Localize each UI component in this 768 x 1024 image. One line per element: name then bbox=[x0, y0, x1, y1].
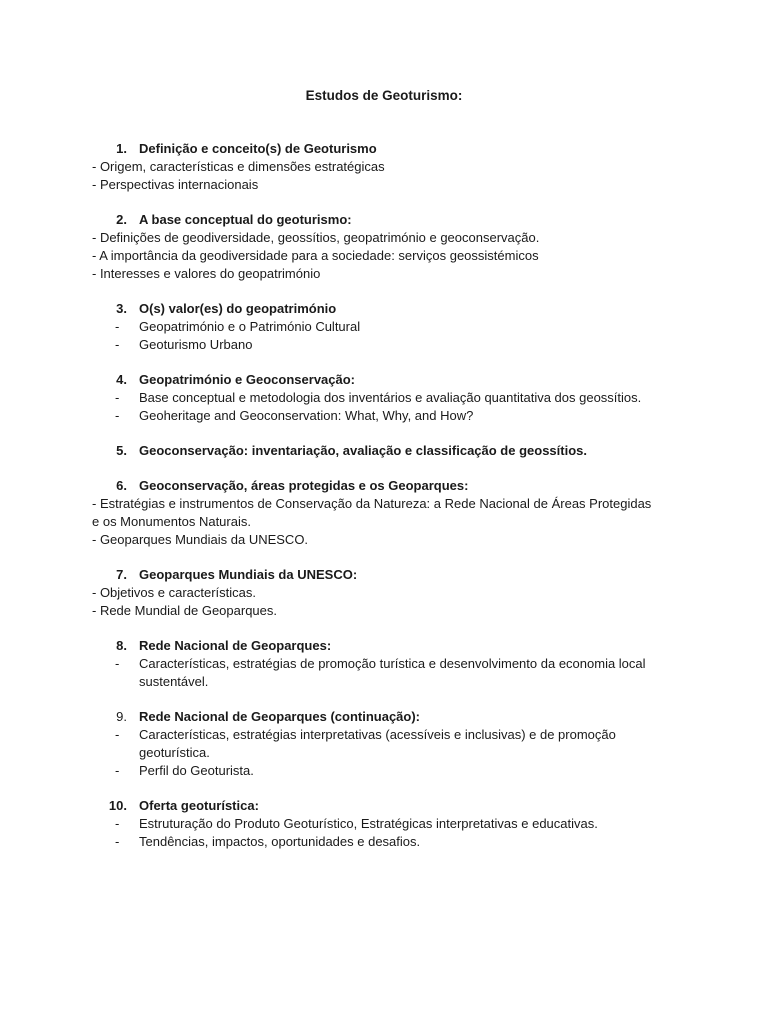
section-heading bbox=[92, 211, 692, 229]
section-line: - Objetivos e características. bbox=[92, 585, 256, 600]
section-line: - Estratégias e instrumentos de Conservação da Natureza: a Rede Nacional de Áreas Protegidas bbox=[92, 496, 652, 511]
section-7 bbox=[92, 566, 692, 620]
bullet-text: Geopatrimónio e o Património Cultural bbox=[139, 319, 361, 334]
bullet-item bbox=[92, 407, 692, 425]
section-4 bbox=[92, 371, 692, 425]
section-2 bbox=[92, 211, 692, 283]
bullet-item bbox=[92, 389, 692, 407]
section-heading-text: A base conceptual do geoturismo: bbox=[139, 212, 352, 227]
section-heading bbox=[92, 300, 692, 318]
section-heading bbox=[92, 708, 692, 726]
section-1 bbox=[92, 140, 692, 194]
section-number: 5. bbox=[116, 443, 127, 458]
bullet-text: Geoturismo Urbano bbox=[139, 337, 253, 352]
bullet-dash: - bbox=[115, 319, 120, 334]
section-heading-text: Geoconservação, áreas protegidas e os Geoparques: bbox=[139, 478, 469, 493]
section-line: - Definições de geodiversidade, geossítios, geopatrimónio e geoconservação. bbox=[92, 230, 540, 245]
bullet-dash: - bbox=[115, 390, 120, 405]
bullet-text: Tendências, impactos, oportunidades e desafios. bbox=[139, 834, 421, 849]
section-line: - Perspectivas internacionais bbox=[92, 177, 259, 192]
bullet-item bbox=[92, 655, 666, 691]
section-number: 8. bbox=[116, 638, 127, 653]
bullet-text: Perfil do Geoturista. bbox=[139, 763, 254, 778]
section-line: - Rede Mundial de Geoparques. bbox=[92, 603, 278, 618]
section-line: - A importância da geodiversidade para a sociedade: serviços geossistémicos bbox=[92, 248, 539, 263]
section-line: - Interesses e valores do geopatrimónio bbox=[92, 266, 321, 281]
section-heading-text: Rede Nacional de Geoparques (continuação): bbox=[139, 709, 420, 724]
section-heading bbox=[92, 637, 692, 655]
section-line: - Origem, características e dimensões estratégicas bbox=[92, 159, 385, 174]
section-heading bbox=[92, 477, 692, 495]
bullet-item bbox=[92, 833, 692, 851]
section-heading-text: Oferta geoturística: bbox=[139, 798, 259, 813]
bullet-dash: - bbox=[115, 834, 120, 849]
section-heading bbox=[92, 371, 692, 389]
bullet-dash: - bbox=[115, 656, 120, 671]
bullet-dash: - bbox=[115, 816, 120, 831]
section-5 bbox=[92, 442, 692, 460]
section-heading-text: Definição e conceito(s) de Geoturismo bbox=[139, 141, 377, 156]
section-heading bbox=[92, 442, 692, 460]
bullet-text: Geoheritage and Geoconservation: What, Why, and How? bbox=[139, 408, 474, 423]
section-number: 3. bbox=[116, 301, 127, 316]
section-number: 9. bbox=[116, 709, 127, 724]
bullet-item bbox=[92, 762, 692, 780]
section-8 bbox=[92, 637, 692, 691]
section-number: 7. bbox=[116, 567, 127, 582]
section-line: e os Monumentos Naturais. bbox=[92, 514, 251, 529]
section-10 bbox=[92, 797, 692, 851]
bullet-item bbox=[92, 336, 692, 354]
bullet-dash: - bbox=[115, 763, 120, 778]
section-heading-text: O(s) valor(es) do geopatrimónio bbox=[139, 301, 337, 316]
section-heading bbox=[92, 566, 692, 584]
section-number: 4. bbox=[116, 372, 127, 387]
page-title: Estudos de Geoturismo: bbox=[305, 88, 463, 103]
bullet-dash: - bbox=[115, 727, 120, 742]
bullet-text: Características, estratégias interpretativas (acessíveis e inclusivas) e de promoção geoturística. bbox=[139, 727, 616, 760]
section-heading bbox=[92, 140, 692, 158]
bullet-text: Estruturação do Produto Geoturístico, Estratégicas interpretativas e educativas. bbox=[139, 816, 598, 831]
bullet-dash: - bbox=[115, 408, 120, 423]
document-body bbox=[92, 140, 692, 868]
bullet-item bbox=[92, 318, 692, 336]
section-heading-text: Geoparques Mundiais da UNESCO: bbox=[139, 567, 358, 582]
bullet-item bbox=[92, 815, 692, 833]
bullet-text: Características, estratégias de promoção turística e desenvolvimento da economia local sustentável. bbox=[139, 656, 646, 689]
section-heading bbox=[92, 797, 692, 815]
section-number: 1. bbox=[116, 141, 127, 156]
section-number: 10. bbox=[108, 798, 127, 813]
bullet-text: Base conceptual e metodologia dos inventários e avaliação quantitativa dos geossítios. bbox=[139, 390, 642, 405]
section-9 bbox=[92, 708, 692, 780]
section-line: - Geoparques Mundiais da UNESCO. bbox=[92, 532, 309, 547]
section-heading-text: Geoconservação: inventariação, avaliação e classificação de geossítios. bbox=[139, 443, 587, 458]
bullet-item bbox=[92, 726, 639, 762]
section-heading-text: Rede Nacional de Geoparques: bbox=[139, 638, 332, 653]
section-3 bbox=[92, 300, 692, 354]
section-6 bbox=[92, 477, 692, 549]
section-number: 6. bbox=[116, 478, 127, 493]
bullet-dash: - bbox=[115, 337, 120, 352]
section-number: 2. bbox=[116, 212, 127, 227]
section-heading-text: Geopatrimónio e Geoconservação: bbox=[139, 372, 356, 387]
